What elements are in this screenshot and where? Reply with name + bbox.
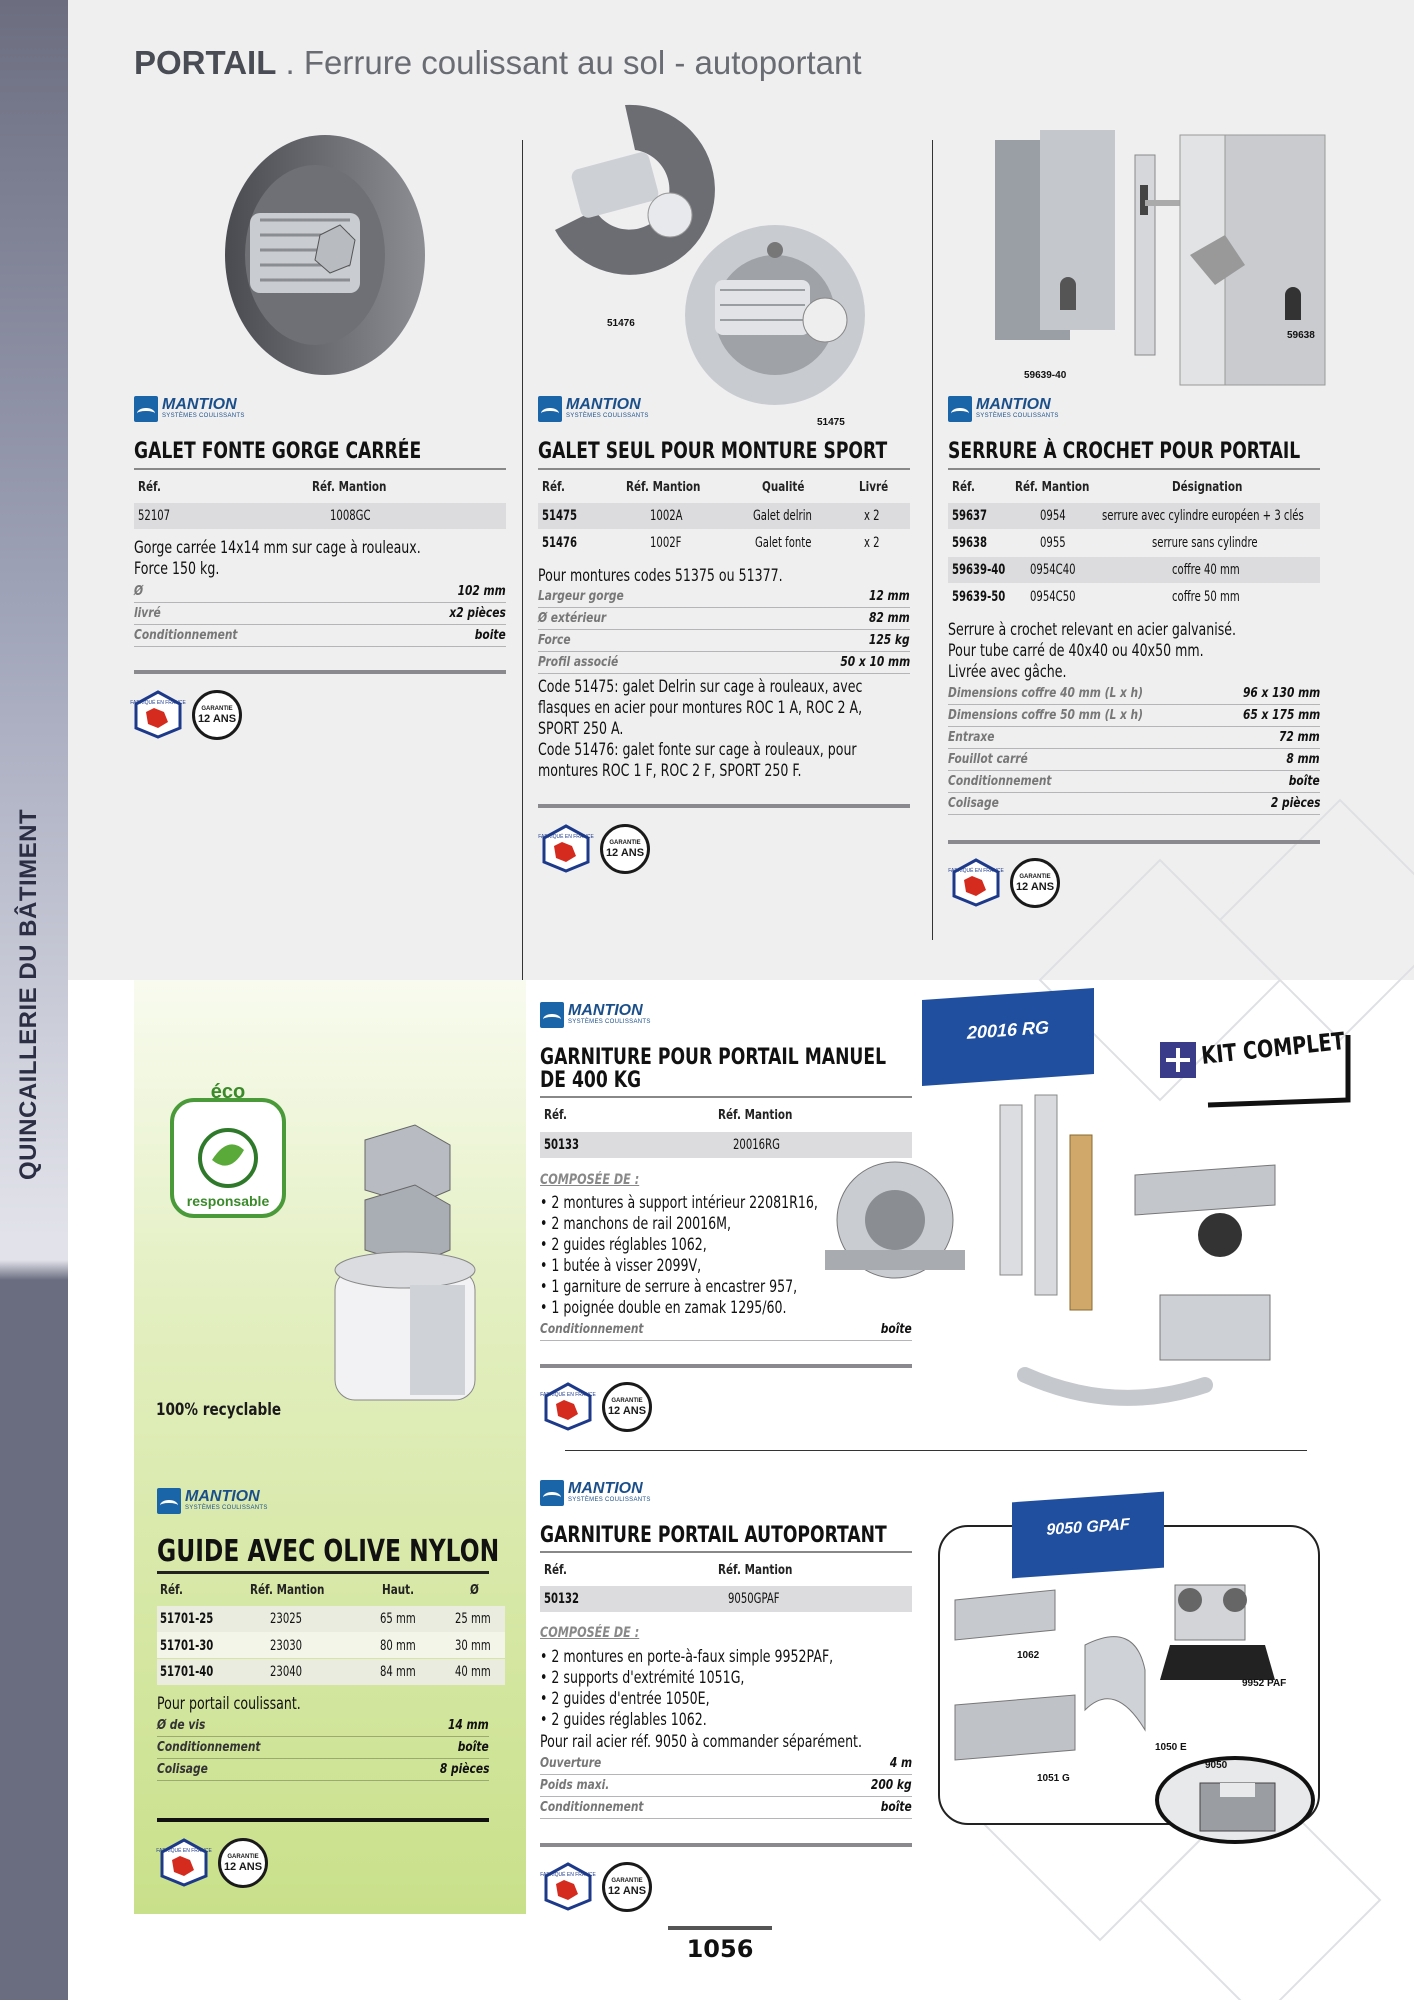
- spec-row: Entraxe 72 mm: [948, 728, 1320, 749]
- table-cell: 52107: [138, 508, 171, 524]
- product-title: DE 400 KG: [540, 1068, 642, 1093]
- section-end: [538, 804, 910, 808]
- col-header: Réf.: [160, 1583, 183, 1598]
- title-underline: [157, 1571, 489, 1574]
- guarantee-badge: GARANTIE 12 ANS: [600, 824, 650, 874]
- image-label: 9050: [1205, 1760, 1228, 1771]
- col-header: Livré: [859, 480, 889, 495]
- note: Code 51475: galet Delrin sur cage à rouleaux, avec: [538, 677, 863, 697]
- table-cell: 59638: [952, 535, 988, 551]
- spec-row: Ø extérieur 82 mm: [538, 609, 910, 630]
- spec-row: livré x2 pièces: [134, 604, 506, 625]
- table-cell: 1002A: [650, 508, 683, 524]
- table-cell: coffre 40 mm: [1172, 562, 1240, 578]
- col-header: Réf. Mantion: [718, 1108, 793, 1123]
- svg-text:FABRIQUÉ EN FRANCE: FABRIQUÉ EN FRANCE: [538, 834, 594, 840]
- table-cell: 0954C40: [1030, 562, 1076, 578]
- svg-text:FABRIQUÉ EN FRANCE: FABRIQUÉ EN FRANCE: [130, 700, 186, 706]
- table-cell: 59639-50: [952, 589, 1006, 605]
- page-number: 1056: [686, 1935, 754, 1963]
- table-cell: coffre 50 mm: [1172, 589, 1240, 605]
- table-cell: 40 mm: [455, 1664, 491, 1680]
- spec-row: Poids maxi. 200 kg: [540, 1776, 912, 1797]
- product-title: GALET FONTE GORGE CARRÉE: [134, 439, 422, 464]
- rail-profile: [1190, 1775, 1285, 1835]
- note: flasques en acier pour montures ROC 1 A, ROC 2 A,: [538, 698, 863, 718]
- table-cell: 51476: [542, 535, 578, 551]
- spec-row: Dimensions coffre 40 mm (L x h) 96 x 130 mm: [948, 684, 1320, 705]
- table-row: [134, 503, 506, 529]
- kit-icon: [1158, 1040, 1198, 1080]
- table-cell: 51701-30: [160, 1638, 214, 1654]
- note: SPORT 250 A.: [538, 719, 624, 739]
- col-header: Réf.: [542, 480, 565, 495]
- made-in-france-icon: [540, 1862, 596, 1910]
- description: Pour montures codes 51375 ou 51377.: [538, 566, 783, 586]
- list-item: • 2 montures en porte-à-faux simple 9952PAF,: [540, 1647, 834, 1667]
- row-divider: [565, 1450, 1307, 1451]
- description: Pour rail acier réf. 9050 à commander séparément.: [540, 1732, 862, 1752]
- svg-text:éco: éco: [210, 1081, 246, 1103]
- list-item: • 2 montures à support intérieur 22081R16,: [540, 1193, 818, 1213]
- list-item: • 1 butée à visser 2099V,: [540, 1256, 702, 1276]
- guarantee-badge: GARANTIE 12 ANS: [192, 690, 242, 740]
- section-end: [948, 840, 1320, 844]
- made-in-france-icon: [948, 858, 1004, 906]
- spec-row: Conditionnement boîte: [157, 1738, 489, 1759]
- table-cell: serrure sans cylindre: [1152, 535, 1258, 551]
- description: Gorge carrée 14x14 mm sur cage à rouleaux.: [134, 538, 421, 558]
- guide-olive-image: [320, 1120, 490, 1410]
- guarantee-badge: GARANTIE 12 ANS: [218, 1838, 268, 1888]
- note: Code 51476: galet fonte sur cage à rouleaux, pour: [538, 740, 857, 760]
- col-header: Désignation: [1172, 480, 1243, 495]
- col-header: Haut.: [382, 1583, 415, 1598]
- table-cell: Galet fonte: [755, 535, 812, 551]
- table-cell: 1008GC: [330, 508, 371, 524]
- spec-row: Force 125 kg: [538, 631, 910, 652]
- mantion-logo: MANTION SYSTÈMES COULISSANTS: [540, 1002, 650, 1030]
- table-cell: 23040: [270, 1664, 303, 1680]
- mantion-logo: MANTION SYSTÈMES COULISSANTS: [134, 396, 244, 424]
- table-cell: 51701-25: [160, 1611, 214, 1627]
- table-cell: 50132: [544, 1591, 580, 1607]
- column-divider: [932, 140, 933, 940]
- recyclable-label: 100% recyclable: [156, 1400, 282, 1420]
- spec-row: Conditionnement boîte: [948, 772, 1320, 793]
- spec-row: Dimensions coffre 50 mm (L x h) 65 x 175 mm: [948, 706, 1320, 727]
- table-cell: 0954C50: [1030, 589, 1076, 605]
- list-item: • 2 guides réglables 1062,: [540, 1235, 707, 1255]
- description: Force 150 kg.: [134, 559, 220, 579]
- svg-text:FABRIQUÉ EN FRANCE: FABRIQUÉ EN FRANCE: [948, 868, 1004, 874]
- table-cell: 50133: [544, 1137, 580, 1153]
- table-cell: 0954: [1040, 508, 1066, 524]
- composee-label: COMPOSÉE DE :: [540, 1172, 640, 1188]
- image-label: 1050 E: [1155, 1742, 1187, 1753]
- guarantee-badge: GARANTIE 12 ANS: [602, 1862, 652, 1912]
- table-cell: 84 mm: [380, 1664, 416, 1680]
- image-label: 1051 G: [1037, 1773, 1070, 1784]
- table-cell: 59639-40: [952, 562, 1006, 578]
- table-cell: 51701-40: [160, 1664, 214, 1680]
- note: montures ROC 1 F, ROC 2 F, SPORT 250 F.: [538, 761, 802, 781]
- product-box: 20016 RG: [922, 988, 1094, 1086]
- product-title: GARNITURE PORTAIL AUTOPORTANT: [540, 1523, 887, 1548]
- table-cell: 51475: [542, 508, 578, 524]
- table-cell: 25 mm: [455, 1611, 491, 1627]
- list-item: • 2 supports d'extrémité 1051G,: [540, 1668, 745, 1688]
- spec-row: Ø 102 mm: [134, 582, 506, 603]
- made-in-france-icon: [130, 690, 186, 738]
- section-end: [157, 1818, 489, 1822]
- page-number-rule: [668, 1926, 772, 1930]
- made-in-france-icon: [156, 1838, 212, 1886]
- table-cell: 20016RG: [733, 1137, 780, 1153]
- svg-text:FABRIQUÉ EN FRANCE: FABRIQUÉ EN FRANCE: [156, 1848, 212, 1854]
- section-end: [540, 1843, 912, 1847]
- spec-row: Conditionnement boîte: [540, 1798, 912, 1819]
- description: Serrure à crochet relevant en acier galvanisé.: [948, 620, 1237, 640]
- image-label: 51475: [817, 417, 845, 428]
- col-header: Qualité: [762, 480, 805, 495]
- made-in-france-icon: [540, 1382, 596, 1430]
- svg-text:FABRIQUÉ EN FRANCE: FABRIQUÉ EN FRANCE: [540, 1392, 596, 1398]
- table-cell: serrure avec cylindre européen + 3 clés: [1102, 508, 1304, 524]
- description: Livrée avec gâche.: [948, 662, 1067, 682]
- composee-label: COMPOSÉE DE :: [540, 1625, 640, 1641]
- spec-row: Fouillot carré 8 mm: [948, 750, 1320, 771]
- product-title: GALET SEUL POUR MONTURE SPORT: [538, 439, 888, 464]
- garniture-kit-image: [815, 1095, 1325, 1415]
- table-cell: 9050GPAF: [728, 1591, 780, 1607]
- spec-row: Colisage 8 pièces: [157, 1760, 489, 1781]
- title-underline: [538, 468, 910, 470]
- side-label: QUINCAILLERIE DU BÂTIMENT: [15, 808, 42, 1180]
- image-label: 59638: [1287, 330, 1315, 341]
- table-cell: 23025: [270, 1611, 303, 1627]
- table-cell: 80 mm: [380, 1638, 416, 1654]
- title-underline: [134, 468, 506, 470]
- title-underline: [540, 1551, 912, 1553]
- col-header: Réf.: [138, 480, 161, 495]
- table-cell: 1002F: [650, 535, 682, 551]
- table-cell: 23030: [270, 1638, 303, 1654]
- col-header: Réf.: [544, 1563, 567, 1578]
- table-cell: 65 mm: [380, 1611, 416, 1627]
- image-label: 1062: [1017, 1650, 1040, 1661]
- table-cell: x 2: [864, 535, 880, 551]
- image-label: 59639-40: [1024, 370, 1067, 381]
- col-header: Réf.: [952, 480, 975, 495]
- list-item: • 2 guides réglables 1062.: [540, 1710, 707, 1730]
- product-box: 9050 GPAF: [1012, 1492, 1164, 1579]
- kit-frame: [1198, 1030, 1348, 1105]
- product-title: GARNITURE POUR PORTAIL MANUEL: [540, 1045, 887, 1070]
- list-item: • 2 manchons de rail 20016M,: [540, 1214, 731, 1234]
- spec-row: Colisage 2 pièces: [948, 794, 1320, 815]
- galet-fonte-image: [190, 125, 430, 380]
- spec-row: Ouverture 4 m: [540, 1754, 912, 1775]
- description: Pour portail coulissant.: [157, 1694, 301, 1714]
- description: Pour tube carré de 40x40 ou 40x50 mm.: [948, 641, 1204, 661]
- table-row: [538, 503, 910, 529]
- serrure-image: [985, 125, 1330, 385]
- column-divider: [522, 140, 523, 980]
- table-row: [540, 1586, 912, 1612]
- mantion-logo: MANTION SYSTÈMES COULISSANTS: [948, 396, 1058, 424]
- guarantee-badge: GARANTIE 12 ANS: [602, 1382, 652, 1432]
- list-item: • 1 poignée double en zamak 1295/60.: [540, 1298, 787, 1318]
- guarantee-badge: GARANTIE 12 ANS: [1010, 858, 1060, 908]
- product-title: GUIDE AVEC OLIVE NYLON: [157, 1534, 500, 1569]
- list-item: • 2 guides d'entrée 1050E,: [540, 1689, 710, 1709]
- table-cell: Galet delrin: [753, 508, 812, 524]
- made-in-france-icon: [538, 824, 594, 872]
- svg-text:FABRIQUÉ EN FRANCE: FABRIQUÉ EN FRANCE: [540, 1872, 596, 1878]
- col-header: Réf. Mantion: [626, 480, 701, 495]
- table-cell: 59637: [952, 508, 988, 524]
- mantion-logo: MANTION SYSTÈMES COULISSANTS: [538, 396, 648, 424]
- col-header: Ø: [470, 1583, 479, 1598]
- spec-row: Largeur gorge 12 mm: [538, 587, 910, 608]
- galet-sport-image: [535, 100, 910, 420]
- page-title: PORTAIL . Ferrure coulissant au sol - autoportant: [134, 44, 862, 81]
- col-header: Réf. Mantion: [250, 1583, 325, 1598]
- col-header: Réf. Mantion: [1015, 480, 1090, 495]
- kit-complet-label: KIT COMPLET: [1200, 1026, 1346, 1070]
- table-cell: x 2: [864, 508, 880, 524]
- table-cell: 30 mm: [455, 1638, 491, 1654]
- spec-row: Conditionnement boite: [134, 626, 506, 647]
- title-underline: [948, 468, 1320, 470]
- spec-row: Conditionnement boîte: [540, 1320, 912, 1341]
- mantion-logo: MANTION SYSTÈMES COULISSANTS: [157, 1488, 267, 1516]
- spec-row: Ø de vis 14 mm: [157, 1716, 489, 1737]
- col-header: Réf.: [544, 1108, 567, 1123]
- section-end: [134, 670, 506, 674]
- col-header: Réf. Mantion: [718, 1563, 793, 1578]
- image-label: 51476: [607, 318, 635, 329]
- list-item: • 1 garniture de serrure à encastrer 957,: [540, 1277, 798, 1297]
- product-title: SERRURE À CROCHET POUR PORTAIL: [948, 439, 1301, 464]
- spec-row: Profil associé 50 x 10 mm: [538, 653, 910, 674]
- eco-responsable-icon: [168, 1080, 288, 1220]
- table-cell: 0955: [1040, 535, 1066, 551]
- svg-text:responsable: responsable: [186, 1193, 270, 1209]
- mantion-logo: MANTION SYSTÈMES COULISSANTS: [540, 1480, 650, 1508]
- col-header: Réf. Mantion: [312, 480, 387, 495]
- image-label: 9952 PAF: [1242, 1678, 1287, 1689]
